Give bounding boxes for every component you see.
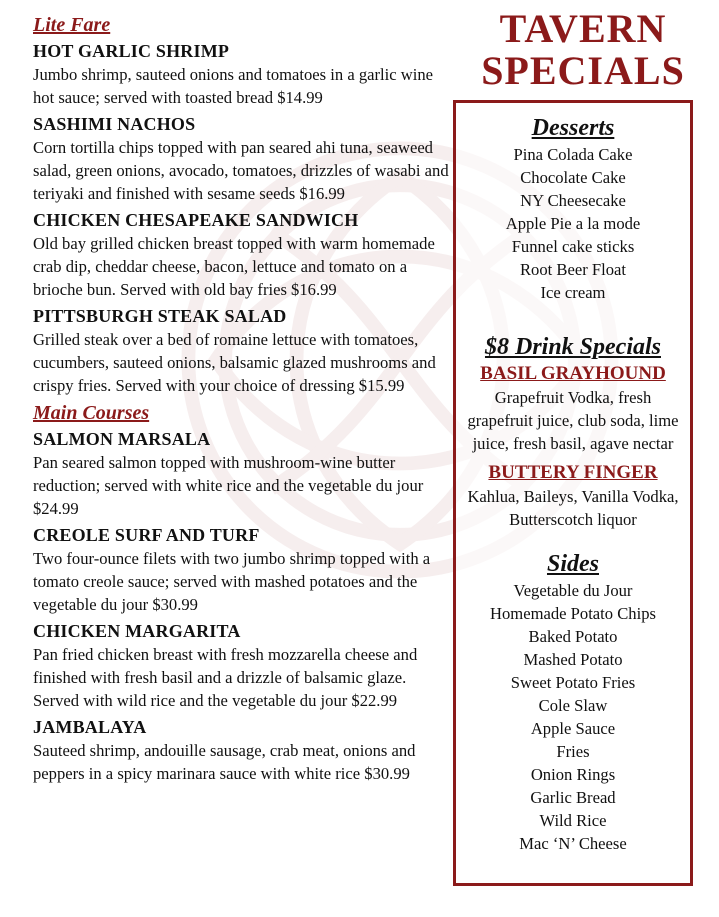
drink-description: Kahlua, Baileys, Vanilla Vodka, Butterscotch liquor bbox=[467, 487, 679, 529]
dessert-item: Apple Pie a la mode bbox=[505, 214, 641, 233]
side-item: Vegetable du Jour bbox=[513, 581, 633, 600]
dessert-item: Funnel cake sticks bbox=[511, 237, 635, 256]
side-item: Wild Rice bbox=[539, 811, 607, 830]
drink-name: BASIL GRAYHOUND bbox=[480, 363, 666, 384]
drink-name: BUTTERY FINGER bbox=[488, 462, 658, 483]
menu-item-title: SALMON MARSALA bbox=[33, 429, 211, 449]
tavern-specials-title bbox=[463, 8, 703, 92]
side-item: Homemade Potato Chips bbox=[490, 604, 656, 623]
sides-heading: Sides bbox=[546, 551, 599, 577]
menu-item-title: SASHIMI NACHOS bbox=[33, 114, 196, 134]
dessert-item: Root Beer Float bbox=[519, 260, 626, 279]
menu-item-title: JAMBALAYA bbox=[33, 717, 147, 737]
menu-item-title: CHICKEN MARGARITA bbox=[33, 621, 241, 641]
dessert-item: Ice cream bbox=[540, 283, 606, 302]
menu-left-column bbox=[33, 12, 451, 788]
menu-item-description: Corn tortilla chips topped with pan seared ahi tuna, seaweed salad, green onions, avocado, tomatoes, drizzles of wasabi and teriyaki and finished with sesame seeds $16.99 bbox=[33, 138, 449, 203]
menu-item-description: Two four-ounce filets with two jumbo shrimp topped with a tomato creole sauce; served with mashed potatoes and the vegetable du jour $30.99 bbox=[33, 549, 431, 614]
dessert-item: Chocolate Cake bbox=[520, 168, 626, 187]
side-item: Garlic Bread bbox=[530, 788, 616, 807]
drink-specials-heading: $8 Drink Specials bbox=[484, 334, 661, 360]
menu-item-description: Pan fried chicken breast with fresh mozzarella cheese and finished with fresh basil and a drizzle of balsamic glaze. Served with wild rice and the vegetable du jour $22.99 bbox=[33, 645, 418, 710]
side-item: Baked Potato bbox=[528, 627, 618, 646]
side-item: Sweet Potato Fries bbox=[510, 673, 636, 692]
dessert-item: NY Cheesecake bbox=[520, 191, 626, 210]
desserts-heading: Desserts bbox=[531, 115, 615, 141]
menu-item-title: HOT GARLIC SHRIMP bbox=[33, 41, 230, 61]
title-line-2: SPECIALS bbox=[481, 48, 685, 93]
side-item: Onion Rings bbox=[530, 765, 616, 784]
specials-panel bbox=[453, 100, 693, 886]
menu-item-title: CREOLE SURF AND TURF bbox=[33, 525, 260, 545]
menu-item-description: Jumbo shrimp, sauteed onions and tomatoes in a garlic wine hot sauce; served with toasted bread $14.99 bbox=[33, 65, 434, 107]
menu-item-title: PITTSBURGH STEAK SALAD bbox=[33, 306, 287, 326]
side-item: Apple Sauce bbox=[530, 719, 616, 738]
main-courses-heading: Main Courses bbox=[33, 402, 150, 424]
menu-item-description: Grilled steak over a bed of romaine lettuce with tomatoes, cucumbers, sauteed onions, balsamic glazed mushrooms and crispy fries. Served with your choice of dressing $15.99 bbox=[33, 330, 436, 395]
menu-item-description: Old bay grilled chicken breast topped with warm homemade crab dip, cheddar cheese, bacon, lettuce and tomato on a brioche bun. Served with old bay fries $16.99 bbox=[33, 234, 435, 299]
side-item: Mashed Potato bbox=[523, 650, 623, 669]
menu-item-title: CHICKEN CHESAPEAKE SANDWICH bbox=[33, 210, 359, 230]
menu-item-description: Pan seared salmon topped with mushroom-wine butter reduction; served with white rice and the vegetable du jour $24.99 bbox=[33, 453, 424, 518]
side-item: Fries bbox=[556, 742, 590, 761]
side-item: Cole Slaw bbox=[538, 696, 608, 715]
drink-description: Grapefruit Vodka, fresh grapefruit juice, club soda, lime juice, fresh basil, agave nectar bbox=[467, 388, 679, 453]
side-item: Mac ‘N’ Cheese bbox=[519, 834, 627, 853]
dessert-item: Pina Colada Cake bbox=[513, 145, 633, 164]
title-line-1: TAVERN bbox=[499, 6, 667, 51]
lite-fare-heading: Lite Fare bbox=[33, 14, 111, 36]
menu-item-description: Sauteed shrimp, andouille sausage, crab meat, onions and peppers in a spicy marinara sauce with white rice $30.99 bbox=[33, 741, 416, 783]
